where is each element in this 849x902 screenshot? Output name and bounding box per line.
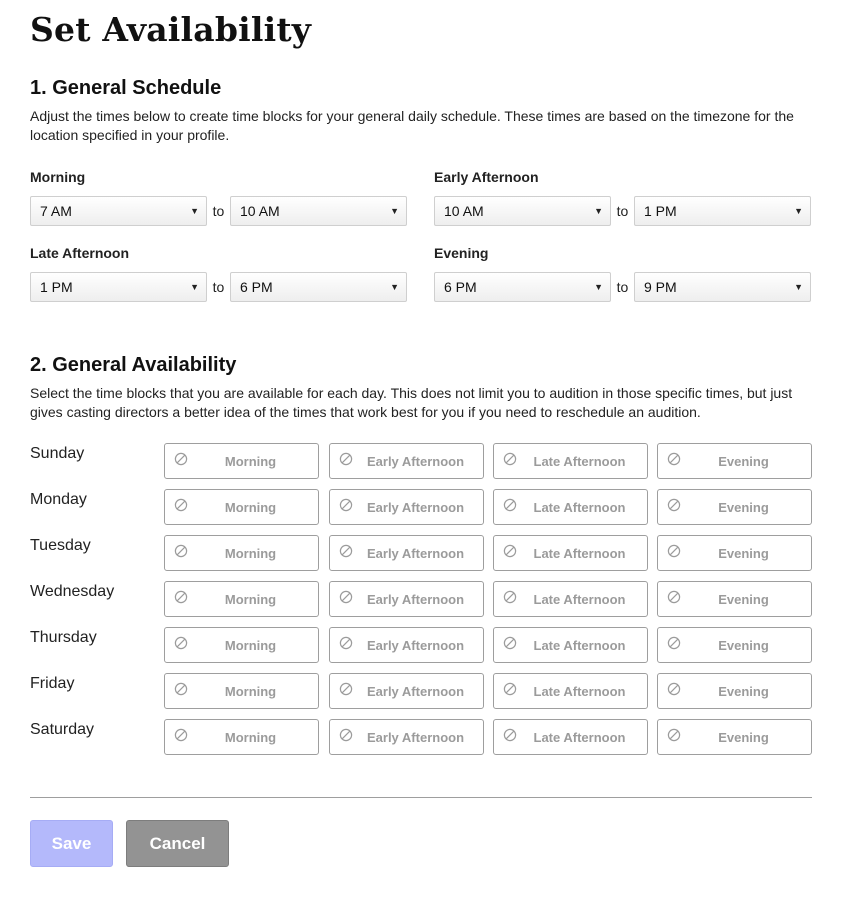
slot-evening[interactable] xyxy=(657,719,812,755)
day-row-sunday xyxy=(30,443,812,479)
caret-down-icon: ▼ xyxy=(190,206,199,216)
caret-down-icon: ▼ xyxy=(594,282,603,292)
slot-label: Evening xyxy=(718,546,769,561)
early-afternoon-end-select[interactable]: 1 PM ▼ xyxy=(634,196,811,226)
slot-morning[interactable] xyxy=(164,443,319,479)
divider xyxy=(30,797,812,798)
slot-label: Morning xyxy=(224,454,277,469)
range-evening xyxy=(434,245,812,302)
caret-down-icon: ▼ xyxy=(390,206,399,216)
slot-morning[interactable] xyxy=(164,719,319,755)
day-label: Friday xyxy=(30,675,75,692)
slot-early-afternoon[interactable] xyxy=(329,581,484,617)
day-row-saturday xyxy=(30,719,812,755)
slot-morning[interactable] xyxy=(164,535,319,571)
day-row-tuesday xyxy=(30,535,812,571)
day-row-wednesday xyxy=(30,581,812,617)
slot-label: Evening xyxy=(718,454,769,469)
day-label: Thursday xyxy=(30,629,97,646)
caret-down-icon: ▼ xyxy=(390,282,399,292)
slot-early-afternoon[interactable] xyxy=(329,627,484,663)
slot-label: Late Afternoon xyxy=(533,730,626,745)
caret-down-icon: ▼ xyxy=(594,206,603,216)
slot-label: Early Afternoon xyxy=(366,684,465,699)
day-row-monday xyxy=(30,489,812,525)
range-morning xyxy=(30,169,408,226)
caret-down-icon: ▼ xyxy=(794,206,803,216)
day-label: Sunday xyxy=(30,445,85,462)
caret-down-icon: ▼ xyxy=(794,282,803,292)
slot-label: Late Afternoon xyxy=(533,454,626,469)
slot-label: Evening xyxy=(718,730,769,745)
slot-label: Morning xyxy=(224,592,277,607)
slot-label: Evening xyxy=(718,500,769,515)
slot-label: Morning xyxy=(224,500,277,515)
day-row-friday xyxy=(30,673,812,709)
slot-label: Late Afternoon xyxy=(533,684,626,699)
slot-evening[interactable] xyxy=(657,443,812,479)
range-label: Late Afternoon xyxy=(30,245,130,261)
slot-label: Late Afternoon xyxy=(533,638,626,653)
to-label: to xyxy=(212,203,225,219)
slot-label: Morning xyxy=(224,684,277,699)
slot-label: Evening xyxy=(718,684,769,699)
slot-late-afternoon[interactable] xyxy=(493,443,648,479)
slot-label: Late Afternoon xyxy=(533,500,626,515)
slot-evening[interactable] xyxy=(657,581,812,617)
range-label: Evening xyxy=(434,245,489,261)
slot-label: Early Afternoon xyxy=(366,454,465,469)
range-early-afternoon xyxy=(434,169,812,226)
slot-label: Morning xyxy=(224,638,277,653)
slot-label: Evening xyxy=(718,592,769,607)
general-schedule-description: Adjust the times below to create time blocks for your general daily schedule. These times are based on the timezone for the location specified in your profile. xyxy=(30,108,794,143)
slot-evening[interactable] xyxy=(657,535,812,571)
page-title: Set Availability xyxy=(30,10,312,49)
day-label: Monday xyxy=(30,491,87,508)
slot-label: Late Afternoon xyxy=(533,592,626,607)
slot-late-afternoon[interactable] xyxy=(493,581,648,617)
slot-early-afternoon[interactable] xyxy=(329,719,484,755)
general-schedule-title: 1. General Schedule xyxy=(30,77,222,99)
slot-evening[interactable] xyxy=(657,489,812,525)
late-afternoon-start-select[interactable]: 1 PM ▼ xyxy=(30,272,207,302)
general-availability-title: 2. General Availability xyxy=(30,354,237,376)
slot-early-afternoon[interactable] xyxy=(329,443,484,479)
slot-late-afternoon[interactable] xyxy=(493,535,648,571)
slot-morning[interactable] xyxy=(164,673,319,709)
slot-label: Evening xyxy=(718,638,769,653)
day-label: Tuesday xyxy=(30,537,91,554)
slot-label: Early Afternoon xyxy=(366,592,465,607)
slot-evening[interactable] xyxy=(657,627,812,663)
range-late-afternoon xyxy=(30,245,408,302)
slot-early-afternoon[interactable] xyxy=(329,535,484,571)
slot-morning[interactable] xyxy=(164,627,319,663)
to-label: to xyxy=(616,279,629,295)
day-label: Saturday xyxy=(30,721,95,738)
slot-early-afternoon[interactable] xyxy=(329,489,484,525)
late-afternoon-end-select[interactable]: 6 PM ▼ xyxy=(230,272,407,302)
morning-end-select[interactable]: 10 AM ▼ xyxy=(230,196,407,226)
range-label: Early Afternoon xyxy=(434,169,539,185)
early-afternoon-start-select[interactable]: 10 AM ▼ xyxy=(434,196,611,226)
slot-morning[interactable] xyxy=(164,581,319,617)
save-button[interactable]: Save xyxy=(30,820,113,867)
slot-late-afternoon[interactable] xyxy=(493,673,648,709)
caret-down-icon: ▼ xyxy=(190,282,199,292)
to-label: to xyxy=(616,203,629,219)
range-label: Morning xyxy=(30,169,86,185)
slot-label: Early Afternoon xyxy=(366,730,465,745)
slot-morning[interactable] xyxy=(164,489,319,525)
general-availability-description: Select the time blocks that you are available for each day. This does not limit you to audition in those specific times, but just gives casting directors a better idea of the times that work best for you if you need to reschedule an audition. xyxy=(30,385,793,420)
slot-label: Morning xyxy=(224,546,277,561)
to-label: to xyxy=(212,279,225,295)
cancel-button[interactable]: Cancel xyxy=(126,820,229,867)
day-row-thursday xyxy=(30,627,812,663)
slot-label: Early Afternoon xyxy=(366,638,465,653)
morning-start-select[interactable]: 7 AM ▼ xyxy=(30,196,207,226)
slot-late-afternoon[interactable] xyxy=(493,719,648,755)
slot-label: Morning xyxy=(224,730,277,745)
slot-label: Early Afternoon xyxy=(366,500,465,515)
slot-late-afternoon[interactable] xyxy=(493,489,648,525)
slot-early-afternoon[interactable] xyxy=(329,673,484,709)
evening-start-select[interactable]: 6 PM ▼ xyxy=(434,272,611,302)
day-label: Wednesday xyxy=(30,583,115,600)
evening-end-select[interactable]: 9 PM ▼ xyxy=(634,272,811,302)
slot-late-afternoon[interactable] xyxy=(493,627,648,663)
slot-evening[interactable] xyxy=(657,673,812,709)
slot-label: Early Afternoon xyxy=(366,546,465,561)
slot-label: Late Afternoon xyxy=(533,546,626,561)
